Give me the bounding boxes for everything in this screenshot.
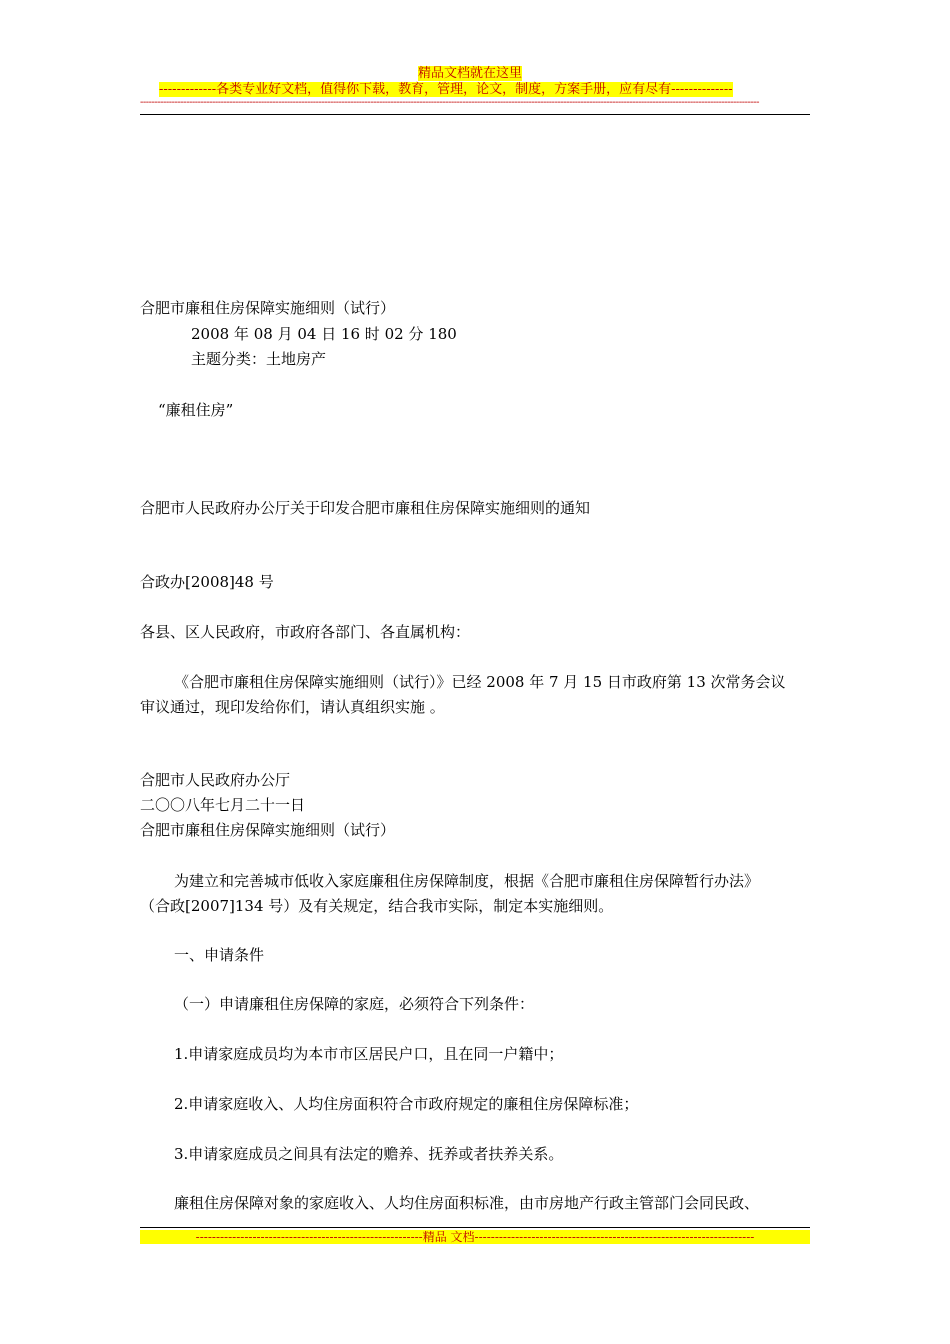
- meta-category: 主题分类：土地房产: [191, 350, 327, 368]
- footer-rule: [140, 1227, 810, 1228]
- list-item: 2.申请家庭收入、人均住房面积符合市政府规定的廉租住房保障标准；: [174, 1095, 639, 1113]
- body-line-2: 审议通过，现印发给你们，请认真组织实施 。: [140, 698, 445, 716]
- footer-text: --------------------------------------------------------精品 文档---------------------------------------------------------------------: [140, 1230, 810, 1244]
- body-line-1: 《合肥市廉租住房保障实施细则（试行）》已经 2008 年 7 月 15 日市政府第 13 次常务会议: [174, 673, 786, 691]
- list-item: 3.申请家庭成员之间具有法定的赡养、抚养或者扶养关系。: [174, 1145, 564, 1163]
- header-dash-line: -----------------------------------------------------------------------------------------------------------------------------------------------------------------------------------------------------------------------: [140, 99, 759, 107]
- rules-title: 合肥市廉租住房保障实施细则（试行）: [140, 821, 396, 839]
- header-rule: [140, 114, 810, 115]
- intro-line-1: 为建立和完善城市低收入家庭廉租住房保障制度，根据《合肥市廉租住房保障暂行办法》: [174, 872, 760, 890]
- body-last-line: 廉租住房保障对象的家庭收入、人均住房面积标准，由市房地产行政主管部门会同民政、: [174, 1194, 760, 1212]
- document-title: 合肥市廉租住房保障实施细则（试行）: [140, 299, 396, 317]
- list-item: 1.申请家庭成员均为本市市区居民户口，且在同一户籍中；: [174, 1045, 564, 1063]
- header-title: 精品文档就在这里: [418, 66, 523, 81]
- doc-number: 合政办[2008]48 号: [140, 573, 274, 591]
- header-subtitle: -------------各类专业好文档，值得你下载，教育，管理，论文，制度，方案手册，应有尽有--------------: [159, 82, 733, 97]
- intro-line-2: （合政[2007]134 号）及有关规定，结合我市实际，制定本实施细则。: [140, 897, 614, 915]
- meta-date: 2008 年 08 月 04 日 16 时 02 分 180: [191, 325, 457, 343]
- issuer: 合肥市人民政府办公厅: [140, 771, 291, 789]
- addressee: 各县、区人民政府，市政府各部门、各直属机构：: [140, 623, 471, 641]
- issue-date: 二〇〇八年七月二十一日: [140, 796, 306, 814]
- section-heading: 一、申请条件: [174, 946, 265, 964]
- keyword: “廉租住房”: [158, 401, 234, 419]
- notice-title: 合肥市人民政府办公厅关于印发合肥市廉租住房保障实施细则的通知: [140, 499, 591, 517]
- subsection-heading: （一）申请廉租住房保障的家庭，必须符合下列条件：: [174, 995, 535, 1013]
